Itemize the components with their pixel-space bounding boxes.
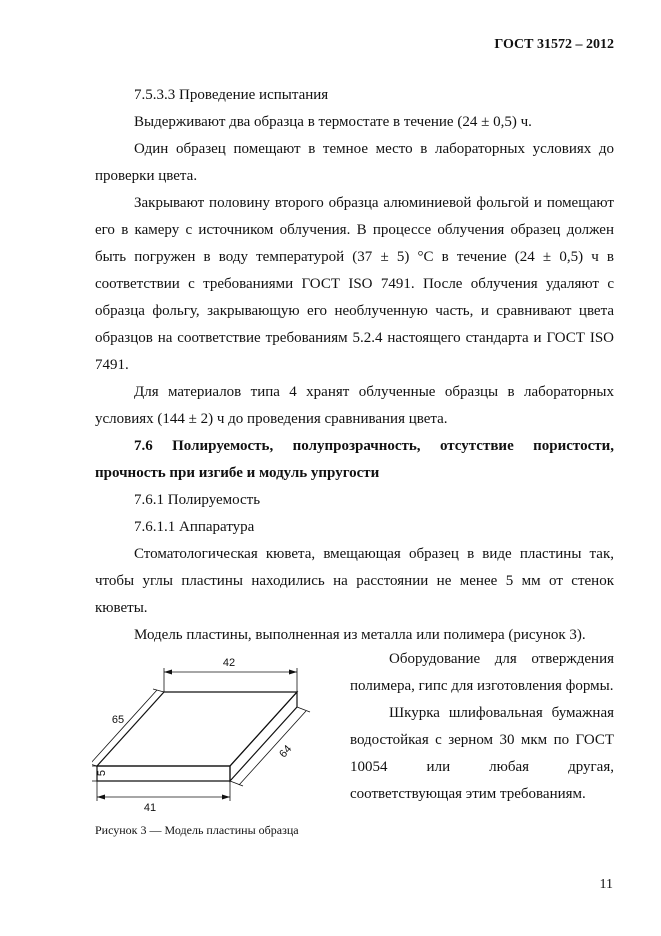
page-number: 11 — [599, 877, 613, 892]
plate-top-face — [97, 692, 297, 766]
section-7-6-1-1: 7.6.1.1 Аппаратура — [134, 519, 255, 535]
paragraph-curing-equipment: Оборудование для отверждения полимера, гипс для изготовления формы. — [350, 651, 614, 694]
paragraph-plate-model: Модель пластины, выполненная из металла или полимера (рисунок 3). — [134, 627, 586, 643]
figure-caption: Рисунок 3 — Модель пластины образца — [95, 823, 299, 837]
section-7-6-heading-line1: 7.6 Полируемость, полупрозрачность, отсутствие пористости, — [134, 438, 614, 454]
paragraph-dark-storage: Один образец помещают в темное место в лабораторных условиях до проверки цвета. — [95, 141, 614, 184]
section-7-6-heading-line2: прочность при изгибе и модуль упругости — [95, 465, 380, 481]
paragraph-cuvette: Стоматологическая кювета, вмещающая образец в виде пластины так, чтобы углы пластины находились на расстоянии не менее 5 мм от стенок кюветы. — [95, 546, 614, 616]
plate-model-figure — [92, 651, 337, 819]
right-column-text — [350, 646, 614, 808]
paragraph-thermostat: Выдерживают два образца в термостате в течение (24 ± 0,5) ч. — [134, 114, 532, 130]
paragraph-type4: Для материалов типа 4 хранят облученные образцы в лабораторных условиях (144 ± 2) ч до проведения сравнивания цвета. — [95, 384, 614, 427]
dim-label-right: 64 — [277, 743, 295, 761]
dim-label-top: 42 — [222, 657, 236, 669]
paragraph-sandpaper: Шкурка шлифовальная бумажная водостойкая с зерном 30 мкм по ГОСТ 10054 или любая другая, соответствующая этим требованиям. — [350, 705, 614, 802]
paragraph-irradiation: Закрывают половину второго образца алюминиевой фольгой и помещают его в камеру с источником облучения. В процессе облучения образец должен быть погружен в воду температурой (37 ± 5) °С в течение (24 ± 0,5) ч в соответствии с требованиями ГОСТ ISO 7491. После облучения удаляют с образца фольгу, закрывающую его необлученную часть, и сравнивают цвета образцов на соответствие требованиям 5.2.4 настоящего стандарта и ГОСТ ISO 7491. — [95, 195, 614, 373]
section-7-5-3-3: 7.5.3.3 Проведение испытания — [134, 87, 329, 103]
dim-label-thickness: 5 — [96, 769, 108, 777]
plate-right-face — [230, 692, 297, 781]
dim-label-bottom: 41 — [143, 802, 157, 814]
section-7-6-1: 7.6.1 Полируемость — [134, 492, 261, 508]
document-header: ГОСТ 31572 – 2012 — [494, 37, 614, 52]
dim-label-left: 65 — [111, 714, 125, 726]
plate-front-face — [97, 766, 230, 781]
main-text — [95, 82, 614, 649]
